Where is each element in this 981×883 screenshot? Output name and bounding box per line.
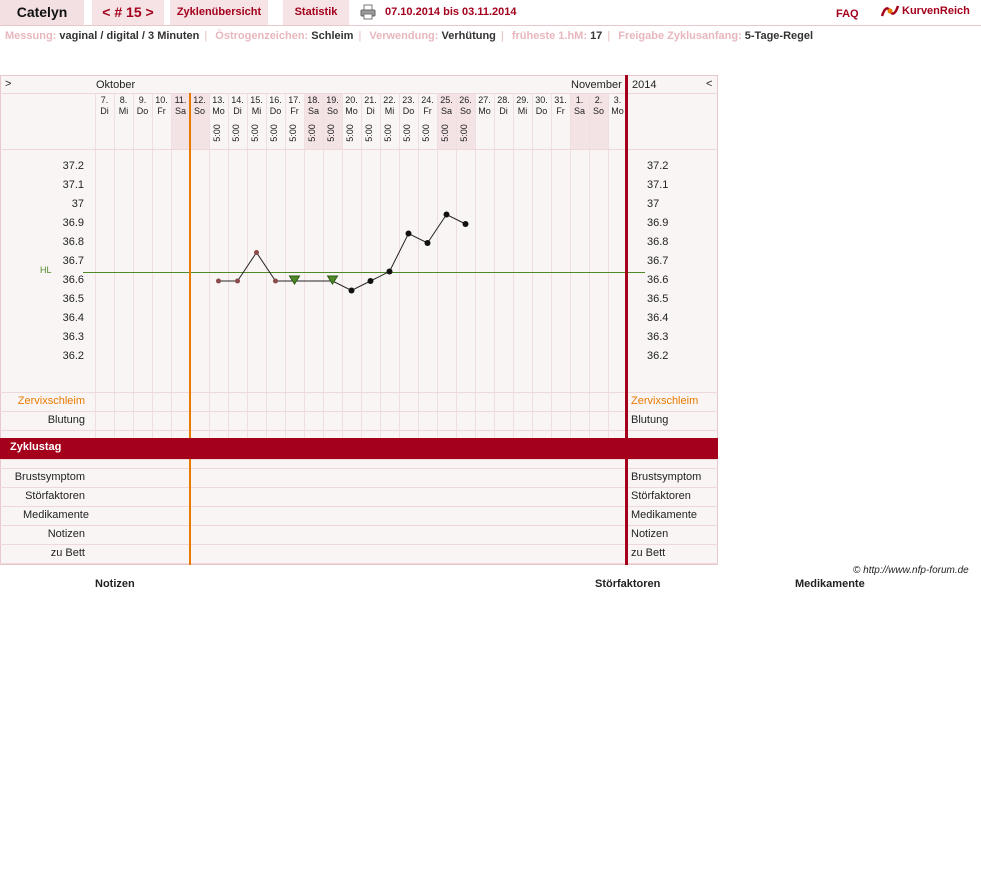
weekday-label: Sa	[573, 106, 585, 116]
measure-time: 5:00	[307, 124, 317, 142]
measure-time: 5:00	[288, 124, 298, 142]
weekday-label: Mi	[384, 106, 395, 116]
measure-time: 5:00	[231, 124, 241, 142]
cycle-day-cells	[0, 438, 718, 459]
weekday-label: Mo	[345, 106, 358, 116]
temp-axis-label-right: 36.8	[647, 236, 669, 248]
copyright-credit[interactable]: © http://www.nfp-forum.de	[853, 565, 969, 576]
day-number: 28.	[497, 95, 510, 105]
measure-time: 5:00	[402, 124, 412, 142]
next-cycle-arrow[interactable]: <	[706, 78, 713, 90]
measure-time: 5:00	[269, 124, 279, 142]
day-number: 3.	[613, 95, 622, 105]
temp-axis-label-left: 36.8	[62, 236, 84, 248]
grid-hline	[0, 506, 718, 507]
day-number: 23.	[402, 95, 415, 105]
year-label: 2014	[632, 79, 657, 91]
weekday-label: So	[459, 106, 471, 116]
weekday-label: Sa	[174, 106, 186, 116]
day-number: 19.	[326, 95, 339, 105]
weekday-label: So	[326, 106, 338, 116]
measure-time: 5:00	[459, 124, 469, 142]
temp-axis-label-right: 36.6	[647, 274, 669, 286]
temp-axis-label-left: 37.1	[62, 179, 84, 191]
estrogen-value: Schleim	[311, 30, 354, 42]
measure-time: 5:00	[345, 124, 355, 142]
weekday-label: Di	[100, 106, 109, 116]
temp-axis-label-right: 37	[647, 198, 660, 210]
temp-axis-label-left: 36.6	[62, 274, 84, 286]
cycle-day-row-label: Zyklustag	[10, 441, 62, 453]
day-number: 8.	[119, 95, 128, 105]
day-number: 26.	[459, 95, 472, 105]
disturb-row-label: Störfaktoren	[25, 490, 85, 502]
temperature-curve-svg	[0, 75, 718, 405]
bleeding-row-label-right: Blutung	[631, 414, 669, 426]
high-measurement-marker	[290, 276, 300, 284]
temp-axis-label-right: 37.2	[647, 160, 669, 172]
top-navigation-bar	[0, 0, 981, 26]
cycle-selector-tab[interactable]: < # 15 >	[92, 0, 164, 25]
temp-axis-label-left: 37	[71, 198, 84, 210]
measure-time: 5:00	[250, 124, 260, 142]
temperature-point	[425, 240, 431, 246]
breast-row-label: Brustsymptom	[14, 471, 85, 483]
day-number: 13.	[212, 95, 225, 105]
bleeding-row-label: Blutung	[47, 414, 85, 426]
weekday-label: Fr	[556, 106, 565, 116]
day-number: 2.	[594, 95, 603, 105]
temperature-point	[254, 250, 259, 255]
faq-link[interactable]: FAQ	[836, 8, 859, 20]
month-label-october: Oktober	[96, 79, 136, 91]
day-number: 30.	[535, 95, 548, 105]
weekday-label: Mi	[517, 106, 528, 116]
measure-time: 5:00	[421, 124, 431, 142]
weekday-label: Do	[136, 106, 149, 116]
meds-row-label-right: Medikamente	[631, 509, 698, 521]
weekday-label: Mo	[611, 106, 624, 116]
temperature-point	[444, 212, 450, 218]
breast-row-label-right: Brustsymptom	[631, 471, 702, 483]
bed-row-label-right: zu Bett	[631, 547, 666, 559]
temp-axis-label-left: 36.2	[62, 350, 84, 362]
notes-row-label: Notizen	[47, 528, 85, 540]
hl-label: HL	[40, 265, 52, 275]
grid-hline	[0, 525, 718, 526]
cervix-row-label: Zervixschleim	[17, 395, 85, 407]
usage-label: Verwendung:	[369, 30, 439, 42]
temp-axis-label-right: 36.2	[647, 350, 669, 362]
grid-hline	[0, 411, 718, 412]
cervix-row-label-right: Zervixschleim	[631, 395, 699, 407]
day-number: 31.	[554, 95, 567, 105]
temperature-point	[406, 231, 412, 237]
day-number: 15.	[250, 95, 263, 105]
kurvenreich-logo-icon	[880, 2, 900, 20]
weekday-label: Mo	[478, 106, 491, 116]
meds-row-label: Medikamente	[22, 509, 89, 521]
day-number: 17.	[288, 95, 301, 105]
cycle-day-row	[0, 438, 718, 459]
temperature-chart	[0, 75, 718, 565]
temperature-point	[387, 269, 393, 275]
weekday-label: Di	[366, 106, 375, 116]
temp-axis-label-left: 36.9	[62, 217, 84, 229]
weekday-label: Do	[269, 106, 282, 116]
cycle-date-range: 07.10.2014 bis 03.11.2014	[385, 6, 517, 18]
weekday-label: Sa	[440, 106, 452, 116]
disturb-column-header: Störfaktoren	[595, 578, 661, 590]
grid-hline	[0, 544, 718, 545]
month-label-november: November	[571, 79, 622, 91]
earliest-value: 17	[590, 30, 603, 42]
temp-axis-label-left: 36.5	[62, 293, 84, 305]
temperature-point	[273, 279, 278, 284]
weekday-label: Sa	[307, 106, 319, 116]
day-number: 24.	[421, 95, 434, 105]
statistics-tab[interactable]: Statistik	[283, 0, 349, 25]
temperature-point	[349, 288, 355, 294]
day-number: 16.	[269, 95, 282, 105]
temp-axis-label-left: 37.2	[62, 160, 84, 172]
grid-hline	[0, 430, 718, 431]
temp-axis-label-right: 36.4	[647, 312, 669, 324]
weekday-label: Fr	[290, 106, 299, 116]
day-number: 11.	[174, 95, 187, 105]
day-number: 10.	[155, 95, 168, 105]
temp-axis-label-left: 36.7	[62, 255, 84, 267]
day-number: 20.	[345, 95, 358, 105]
measure-value: vaginal / digital / 3 Minuten	[59, 30, 200, 42]
weekday-label: Do	[535, 106, 548, 116]
day-number: 14.	[231, 95, 244, 105]
temp-axis-label-right: 36.5	[647, 293, 669, 305]
printer-icon[interactable]	[360, 4, 376, 20]
weekday-label: Do	[402, 106, 415, 116]
grid-hline	[0, 487, 718, 488]
day-number: 9.	[138, 95, 147, 105]
day-number: 12.	[193, 95, 206, 105]
logo-text: KurvenReich	[902, 5, 970, 17]
temp-axis-label-right: 36.9	[647, 217, 669, 229]
temperature-point	[463, 221, 469, 227]
grid-hline	[0, 468, 718, 469]
measure-time: 5:00	[364, 124, 374, 142]
measure-label: Messung:	[5, 30, 57, 42]
chart-layer	[0, 75, 718, 565]
kurvenreich-logo[interactable]	[880, 2, 980, 22]
estrogen-label: Östrogenzeichen:	[215, 30, 309, 42]
disturb-row-label-right: Störfaktoren	[631, 490, 691, 502]
weekday-label: Fr	[157, 106, 166, 116]
measure-time: 5:00	[212, 124, 222, 142]
temp-axis-label-left: 36.4	[62, 312, 84, 324]
temperature-point	[368, 278, 374, 284]
prev-cycle-arrow[interactable]: >	[5, 78, 12, 90]
bed-row-label: zu Bett	[50, 547, 85, 559]
measure-time: 5:00	[326, 124, 336, 142]
day-number: 29.	[516, 95, 529, 105]
day-number: 1.	[575, 95, 584, 105]
grid-hline	[0, 459, 718, 460]
weekday-label: So	[193, 106, 205, 116]
usage-value: Verhütung	[441, 30, 496, 42]
measure-time: 5:00	[383, 124, 393, 142]
release-label: Freigabe Zyklusanfang:	[618, 30, 742, 42]
day-number: 7.	[100, 95, 109, 105]
day-number: 25.	[440, 95, 453, 105]
meds-column-header: Medikamente	[795, 578, 865, 590]
day-number: 22.	[383, 95, 396, 105]
measure-time: 5:00	[440, 124, 450, 142]
temp-axis-label-right: 36.3	[647, 331, 669, 343]
temperature-point	[235, 279, 240, 284]
user-name-tab[interactable]: Catelyn	[0, 0, 84, 25]
weekday-label: Mi	[118, 106, 129, 116]
temp-axis-label-right: 37.1	[647, 179, 669, 191]
temp-axis-label-right: 36.7	[647, 255, 669, 267]
temp-axis-label-left: 36.3	[62, 331, 84, 343]
day-number: 21.	[364, 95, 377, 105]
weekday-label: So	[592, 106, 604, 116]
weekday-label: Fr	[423, 106, 432, 116]
cycle-overview-tab[interactable]: Zyklenübersicht	[170, 0, 268, 25]
day-number: 18.	[307, 95, 320, 105]
weekday-label: Mo	[212, 106, 225, 116]
day-number: 27.	[478, 95, 491, 105]
grid-hline	[0, 563, 718, 564]
cycle-settings-line: Messung: vaginal / digital / 3 Minuten | Östrogenzeichen: Schleim | Verwendung: Verhütung | früheste 1.hM: 17 | Freigabe Zyklusanfang: 5-Tage-Regel	[5, 30, 814, 42]
earliest-label: früheste 1.hM:	[511, 30, 587, 42]
weekday-label: Di	[233, 106, 242, 116]
weekday-label: Di	[499, 106, 508, 116]
notes-row-label-right: Notizen	[631, 528, 669, 540]
temperature-point	[216, 279, 221, 284]
release-value: 5-Tage-Regel	[744, 30, 814, 42]
notes-column-header: Notizen	[95, 578, 135, 590]
weekday-label: Mi	[251, 106, 262, 116]
